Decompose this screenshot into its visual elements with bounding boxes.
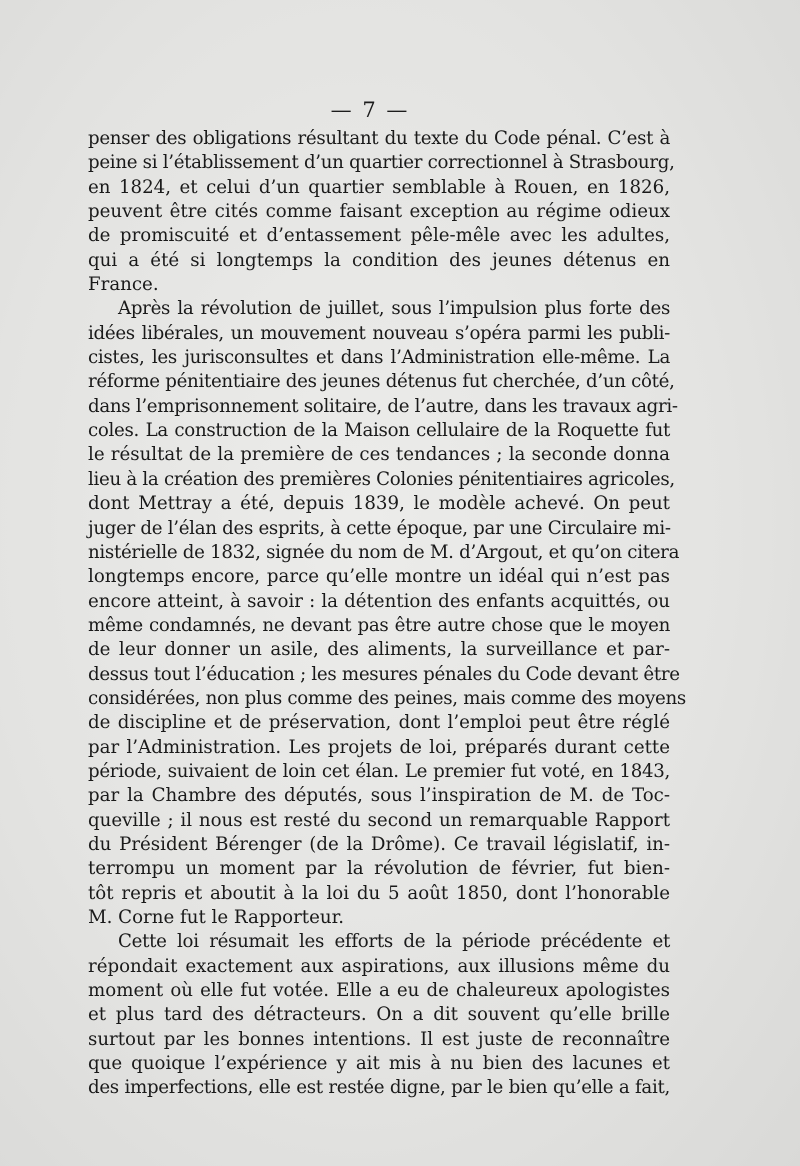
text-line: même condamnés, ne devant pas être autre chose que le moyen xyxy=(88,614,670,636)
text-line: dessus tout l’éducation ; les mesures pénales du Code devant être xyxy=(88,663,680,685)
text-line: peuvent être cités comme faisant exception au régime odieux xyxy=(88,201,670,223)
text-line: que quoique l’expérience y ait mis à nu bien des lacunes et xyxy=(88,1053,670,1075)
text-line: penser des obligations résultant du texte du Code pénal. C’est à xyxy=(88,128,670,149)
text-line: queville ; il nous est resté du second un remarquable Rapport xyxy=(88,809,670,831)
text-line: juger de l’élan des esprits, à cette époque, par une Circulaire mi- xyxy=(88,517,671,539)
text-line: de promiscuité et d’entassement pêle-mêle avec les adultes, xyxy=(88,225,670,247)
text-line: réforme pénitentiaire des jeunes détenus fut cherchée, d’un côté, xyxy=(88,371,675,393)
text-line: lieu à la création des premières Colonies pénitentiaires agricoles, xyxy=(88,468,675,490)
text-line: considérées, non plus comme des peines, mais comme des moyens xyxy=(88,687,686,709)
text-line: des imperfections, elle est restée digne, par le bien qu’elle a fait, xyxy=(88,1077,670,1099)
text-line: en 1824, et celui d’un quartier semblable à Rouen, en 1826, xyxy=(88,176,670,198)
text-line: de discipline et de préservation, dont l’emploi peut être réglé xyxy=(88,712,670,734)
text-line: surtout par les bonnes intentions. Il est juste de reconnaître xyxy=(88,1028,670,1050)
text-line: cistes, les jurisconsultes et dans l’Administration elle-même. La xyxy=(88,347,670,369)
text-line: France. xyxy=(88,274,159,296)
text-line: et plus tard des détracteurs. On a dit souvent qu’elle brille xyxy=(88,1004,670,1026)
text-line: M. Corne fut le Rapporteur. xyxy=(88,907,345,928)
text-line: terrompu un moment par la révolution de février, fut bien- xyxy=(88,858,670,880)
text-line: du Président Bérenger (de la Drôme). Ce travail législatif, in- xyxy=(88,833,670,855)
text-line: longtemps encore, parce qu’elle montre un idéal qui n’est pas xyxy=(88,566,670,588)
text-line: peine si l’établissement d’un quartier correctionnel à Strasbourg, xyxy=(88,152,675,174)
text-line: coles. La construction de la Maison cellulaire de la Roquette fut xyxy=(88,420,670,442)
text-line: Après la révolution de juillet, sous l’impulsion plus forte des xyxy=(118,298,670,320)
text-line: Cette loi résumait les efforts de la période précédente et xyxy=(118,931,670,953)
text-line: par la Chambre des députés, sous l’inspiration de M. de Toc- xyxy=(88,785,670,807)
text-line: dont Mettray a été, depuis 1839, le modèle achevé. On peut xyxy=(88,493,670,515)
page-number: — 7 — xyxy=(330,98,410,122)
paragraph-1 xyxy=(88,127,675,297)
text-line: nistérielle de 1832, signée du nom de M. d’Argout, et qu’on citera xyxy=(88,541,680,563)
text-line: idées libérales, un mouvement nouveau s’opéra parmi les publi- xyxy=(88,322,670,344)
paragraph-3 xyxy=(88,930,670,1100)
text-line: de leur donner un asile, des aliments, la surveillance et par- xyxy=(88,639,670,661)
text-line: encore atteint, à savoir : la détention des enfants acquittés, ou xyxy=(88,590,670,612)
text-line: période, suivaient de loin cet élan. Le premier fut voté, en 1843, xyxy=(88,760,670,782)
text-line: moment où elle fut votée. Elle a eu de chaleureux apologistes xyxy=(88,980,670,1002)
text-line: dans l’emprisonnement solitaire, de l’autre, dans les travaux agri- xyxy=(88,395,678,417)
text-line: qui a été si longtemps la condition des jeunes détenus en xyxy=(88,249,670,271)
paragraph-2 xyxy=(88,297,686,930)
text-line: le résultat de la première de ces tendances ; la seconde donna xyxy=(88,444,670,466)
body-text xyxy=(88,127,686,1101)
text-line: tôt repris et aboutit à la loi du 5 août 1850, dont l’honorable xyxy=(88,882,670,904)
text-line: par l’Administration. Les projets de loi, préparés durant cette xyxy=(88,736,670,758)
text-line: répondait exactement aux aspirations, aux illusions même du xyxy=(88,955,670,977)
